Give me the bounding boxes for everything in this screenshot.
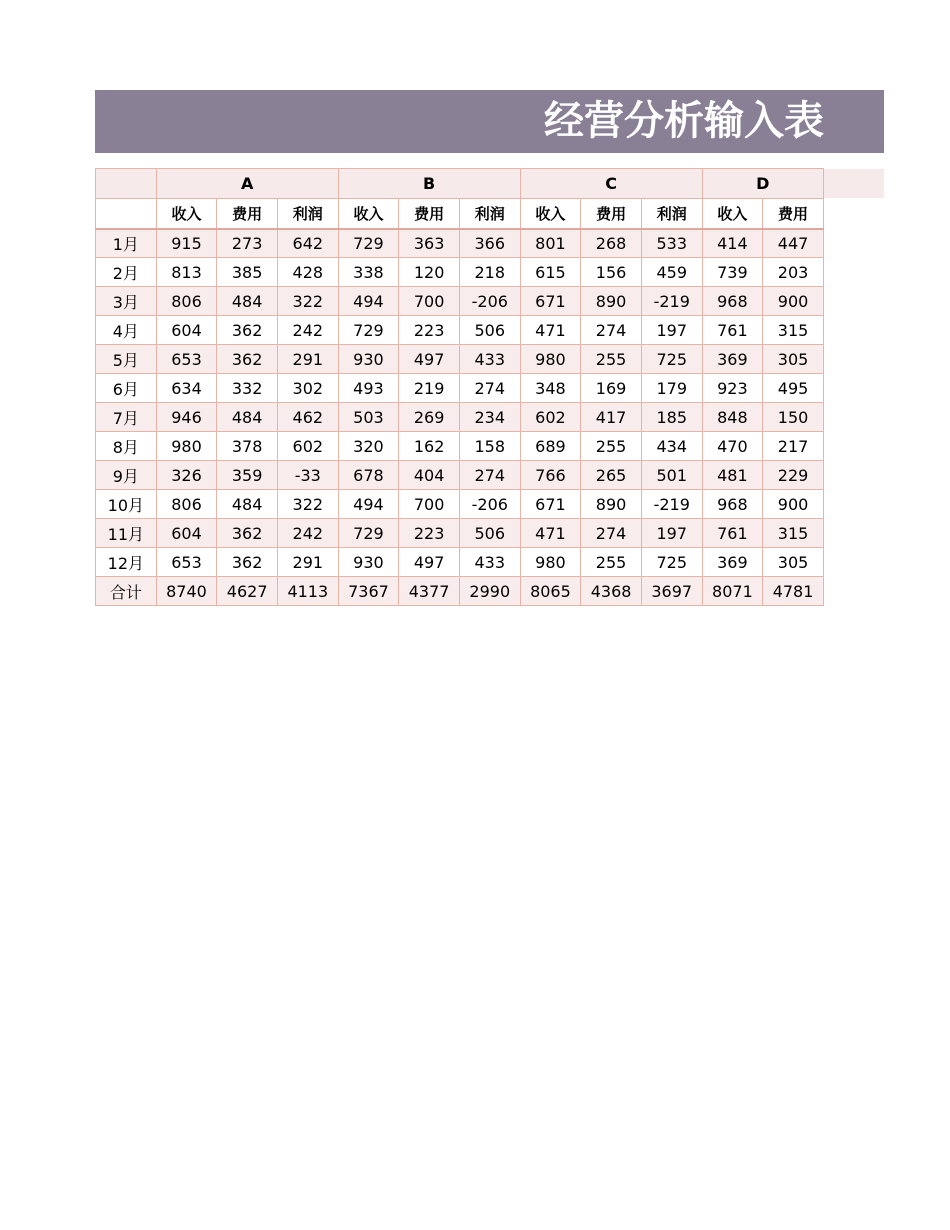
table-cell[interactable]: 404 — [399, 461, 460, 490]
table-row — [96, 345, 824, 374]
table-cell[interactable]: 671 — [520, 490, 581, 519]
table-cell[interactable]: 497 — [399, 345, 460, 374]
subheader-cell[interactable]: 利润 — [641, 199, 702, 229]
table-row — [96, 287, 824, 316]
table-row — [96, 316, 824, 345]
row-label-cell[interactable]: 2月 — [96, 258, 157, 287]
table-cell[interactable]: 653 — [156, 345, 217, 374]
table-cell[interactable]: 900 — [763, 490, 824, 519]
table-cell[interactable]: 185 — [641, 403, 702, 432]
table-row — [96, 229, 824, 258]
table-cell[interactable]: 362 — [217, 519, 278, 548]
table-cell[interactable]: 197 — [641, 519, 702, 548]
table-cell[interactable]: 495 — [763, 374, 824, 403]
table-cell[interactable]: 484 — [217, 287, 278, 316]
group-header-c[interactable]: C — [520, 169, 702, 199]
table-cell[interactable]: -206 — [459, 287, 520, 316]
table-cell[interactable]: 197 — [641, 316, 702, 345]
total-row — [96, 577, 824, 606]
table-cell[interactable]: 493 — [338, 374, 399, 403]
table-cell[interactable]: 274 — [459, 374, 520, 403]
table-cell[interactable]: 470 — [702, 432, 763, 461]
table-cell[interactable]: 242 — [277, 519, 338, 548]
table-cell[interactable]: 501 — [641, 461, 702, 490]
group-header-band-extension — [823, 169, 884, 198]
subheader-corner-cell[interactable] — [96, 199, 157, 229]
table-cell[interactable]: 156 — [581, 258, 642, 287]
table-cell[interactable]: 219 — [399, 374, 460, 403]
row-label-cell[interactable]: 12月 — [96, 548, 157, 577]
table-cell[interactable]: 930 — [338, 345, 399, 374]
subheader-cell[interactable]: 收入 — [702, 199, 763, 229]
table-cell[interactable]: 503 — [338, 403, 399, 432]
table-cell[interactable]: 806 — [156, 490, 217, 519]
table-cell[interactable]: 494 — [338, 490, 399, 519]
table-cell[interactable]: 604 — [156, 519, 217, 548]
table-cell[interactable]: 900 — [763, 287, 824, 316]
table-cell[interactable]: 434 — [641, 432, 702, 461]
table-cell[interactable]: -219 — [641, 287, 702, 316]
subheader-cell[interactable]: 费用 — [763, 199, 824, 229]
table-cell[interactable]: -33 — [277, 461, 338, 490]
table-cell[interactable]: 203 — [763, 258, 824, 287]
table-cell[interactable]: 813 — [156, 258, 217, 287]
table-cell[interactable]: 255 — [581, 432, 642, 461]
table-cell[interactable]: 322 — [277, 490, 338, 519]
table-cell[interactable]: 274 — [459, 461, 520, 490]
table-cell[interactable]: 269 — [399, 403, 460, 432]
table-cell[interactable]: 890 — [581, 490, 642, 519]
table-cell[interactable]: 274 — [581, 316, 642, 345]
table-cell[interactable]: 363 — [399, 229, 460, 258]
row-label-cell[interactable]: 5月 — [96, 345, 157, 374]
table-cell[interactable]: 725 — [641, 548, 702, 577]
table-cell[interactable]: 302 — [277, 374, 338, 403]
table-cell[interactable]: 980 — [156, 432, 217, 461]
table-row — [96, 403, 824, 432]
total-cell[interactable]: 4627 — [217, 577, 278, 606]
subheader-cell[interactable]: 费用 — [399, 199, 460, 229]
table-cell[interactable]: 471 — [520, 316, 581, 345]
table-cell[interactable]: 366 — [459, 229, 520, 258]
table-cell[interactable]: 634 — [156, 374, 217, 403]
table-cell[interactable]: 761 — [702, 519, 763, 548]
table-cell[interactable]: 968 — [702, 287, 763, 316]
table-cell[interactable]: 968 — [702, 490, 763, 519]
table-cell[interactable]: 274 — [581, 519, 642, 548]
table-row — [96, 374, 824, 403]
table-cell[interactable]: 848 — [702, 403, 763, 432]
table-cell[interactable]: 217 — [763, 432, 824, 461]
row-label-cell[interactable]: 8月 — [96, 432, 157, 461]
table-cell[interactable]: 615 — [520, 258, 581, 287]
table-cell[interactable]: 417 — [581, 403, 642, 432]
table-cell[interactable]: 915 — [156, 229, 217, 258]
table-cell[interactable]: 273 — [217, 229, 278, 258]
table-cell[interactable]: 428 — [277, 258, 338, 287]
total-label-cell[interactable]: 合计 — [96, 577, 157, 606]
table-cell[interactable]: 506 — [459, 316, 520, 345]
total-cell[interactable]: 8740 — [156, 577, 217, 606]
table-cell[interactable]: 766 — [520, 461, 581, 490]
table-cell[interactable]: 459 — [641, 258, 702, 287]
subheader-row — [96, 199, 824, 229]
table-cell[interactable]: 604 — [156, 316, 217, 345]
table-cell[interactable]: 362 — [217, 316, 278, 345]
table-cell[interactable]: 484 — [217, 403, 278, 432]
table-cell[interactable]: 223 — [399, 519, 460, 548]
table-cell[interactable]: 414 — [702, 229, 763, 258]
table-cell[interactable]: 678 — [338, 461, 399, 490]
table-cell[interactable]: 158 — [459, 432, 520, 461]
table-cell[interactable]: 362 — [217, 345, 278, 374]
subheader-cell[interactable]: 利润 — [277, 199, 338, 229]
title-banner — [95, 90, 884, 153]
table-cell[interactable]: 378 — [217, 432, 278, 461]
table-cell[interactable]: 362 — [217, 548, 278, 577]
table-cell[interactable]: 653 — [156, 548, 217, 577]
total-cell[interactable]: 7367 — [338, 577, 399, 606]
table-cell[interactable]: 305 — [763, 548, 824, 577]
table-cell[interactable]: 223 — [399, 316, 460, 345]
table-row — [96, 258, 824, 287]
table-cell[interactable]: 120 — [399, 258, 460, 287]
group-header-a[interactable]: A — [156, 169, 338, 199]
table-cell[interactable]: 602 — [277, 432, 338, 461]
table-cell[interactable]: 801 — [520, 229, 581, 258]
table-cell[interactable]: 946 — [156, 403, 217, 432]
table-cell[interactable]: 265 — [581, 461, 642, 490]
table-row — [96, 490, 824, 519]
table-cell[interactable]: 150 — [763, 403, 824, 432]
table-cell[interactable]: 462 — [277, 403, 338, 432]
table-cell[interactable]: 268 — [581, 229, 642, 258]
subheader-cell[interactable]: 费用 — [581, 199, 642, 229]
table-cell[interactable]: 291 — [277, 548, 338, 577]
table-cell[interactable]: 642 — [277, 229, 338, 258]
table-cell[interactable]: 369 — [702, 345, 763, 374]
table-cell[interactable]: 255 — [581, 345, 642, 374]
table-cell[interactable]: 506 — [459, 519, 520, 548]
table-row — [96, 548, 824, 577]
row-label-cell[interactable]: 7月 — [96, 403, 157, 432]
row-label-cell[interactable]: 4月 — [96, 316, 157, 345]
group-header-b[interactable]: B — [338, 169, 520, 199]
table-cell[interactable]: 234 — [459, 403, 520, 432]
table-cell[interactable]: 484 — [217, 490, 278, 519]
table-cell[interactable]: 729 — [338, 229, 399, 258]
row-label-cell[interactable]: 1月 — [96, 229, 157, 258]
row-label-cell[interactable]: 10月 — [96, 490, 157, 519]
table-cell[interactable]: 602 — [520, 403, 581, 432]
table-cell[interactable]: 359 — [217, 461, 278, 490]
table-cell[interactable]: 179 — [641, 374, 702, 403]
table-cell[interactable]: 169 — [581, 374, 642, 403]
subheader-cell[interactable]: 收入 — [156, 199, 217, 229]
table-cell[interactable]: 890 — [581, 287, 642, 316]
table-cell[interactable]: 671 — [520, 287, 581, 316]
row-label-cell[interactable]: 9月 — [96, 461, 157, 490]
table-cell[interactable]: 162 — [399, 432, 460, 461]
group-header-d[interactable]: D — [702, 169, 823, 199]
table-cell[interactable]: 447 — [763, 229, 824, 258]
table-cell[interactable]: 385 — [217, 258, 278, 287]
table-cell[interactable]: 433 — [459, 345, 520, 374]
table-cell[interactable]: 930 — [338, 548, 399, 577]
total-cell[interactable]: 4113 — [277, 577, 338, 606]
total-cell[interactable]: 8071 — [702, 577, 763, 606]
table-cell[interactable]: 229 — [763, 461, 824, 490]
table-cell[interactable]: 242 — [277, 316, 338, 345]
table-cell[interactable]: -206 — [459, 490, 520, 519]
table-cell[interactable]: 433 — [459, 548, 520, 577]
page-title: 经营分析输入表 — [544, 98, 824, 144]
table-cell[interactable]: 729 — [338, 316, 399, 345]
table-cell[interactable]: 471 — [520, 519, 581, 548]
table-cell[interactable]: 315 — [763, 519, 824, 548]
row-label-cell[interactable]: 3月 — [96, 287, 157, 316]
table-cell[interactable]: 305 — [763, 345, 824, 374]
table-cell[interactable]: 980 — [520, 548, 581, 577]
analysis-table — [95, 168, 824, 606]
subheader-cell[interactable]: 费用 — [217, 199, 278, 229]
table-cell[interactable]: 326 — [156, 461, 217, 490]
table-cell[interactable]: 533 — [641, 229, 702, 258]
total-cell[interactable]: 4368 — [581, 577, 642, 606]
table-row — [96, 432, 824, 461]
corner-cell[interactable] — [96, 169, 157, 199]
total-cell[interactable]: 4781 — [763, 577, 824, 606]
total-cell[interactable]: 3697 — [641, 577, 702, 606]
table-row — [96, 519, 824, 548]
row-label-cell[interactable]: 6月 — [96, 374, 157, 403]
table-cell[interactable]: 725 — [641, 345, 702, 374]
subheader-cell[interactable]: 利润 — [459, 199, 520, 229]
table-cell[interactable]: -219 — [641, 490, 702, 519]
table-cell[interactable]: 255 — [581, 548, 642, 577]
table-cell[interactable]: 320 — [338, 432, 399, 461]
group-header-row — [96, 169, 824, 199]
table-cell[interactable]: 322 — [277, 287, 338, 316]
table-cell[interactable]: 729 — [338, 519, 399, 548]
table-cell[interactable]: 332 — [217, 374, 278, 403]
table-cell[interactable]: 700 — [399, 490, 460, 519]
table-cell[interactable]: 739 — [702, 258, 763, 287]
subheader-cell[interactable]: 收入 — [338, 199, 399, 229]
table-cell[interactable]: 980 — [520, 345, 581, 374]
total-cell[interactable]: 4377 — [399, 577, 460, 606]
table-cell[interactable]: 291 — [277, 345, 338, 374]
table-cell[interactable]: 338 — [338, 258, 399, 287]
table-cell[interactable]: 806 — [156, 287, 217, 316]
table-cell[interactable]: 497 — [399, 548, 460, 577]
table-cell[interactable]: 481 — [702, 461, 763, 490]
table-cell[interactable]: 218 — [459, 258, 520, 287]
total-cell[interactable]: 2990 — [459, 577, 520, 606]
table-cell[interactable]: 761 — [702, 316, 763, 345]
table-cell[interactable]: 348 — [520, 374, 581, 403]
table-cell[interactable]: 700 — [399, 287, 460, 316]
row-label-cell[interactable]: 11月 — [96, 519, 157, 548]
table-cell[interactable]: 315 — [763, 316, 824, 345]
table-cell[interactable]: 369 — [702, 548, 763, 577]
table-row — [96, 461, 824, 490]
table-cell[interactable]: 689 — [520, 432, 581, 461]
subheader-cell[interactable]: 收入 — [520, 199, 581, 229]
total-cell[interactable]: 8065 — [520, 577, 581, 606]
table-cell[interactable]: 494 — [338, 287, 399, 316]
table-cell[interactable]: 923 — [702, 374, 763, 403]
